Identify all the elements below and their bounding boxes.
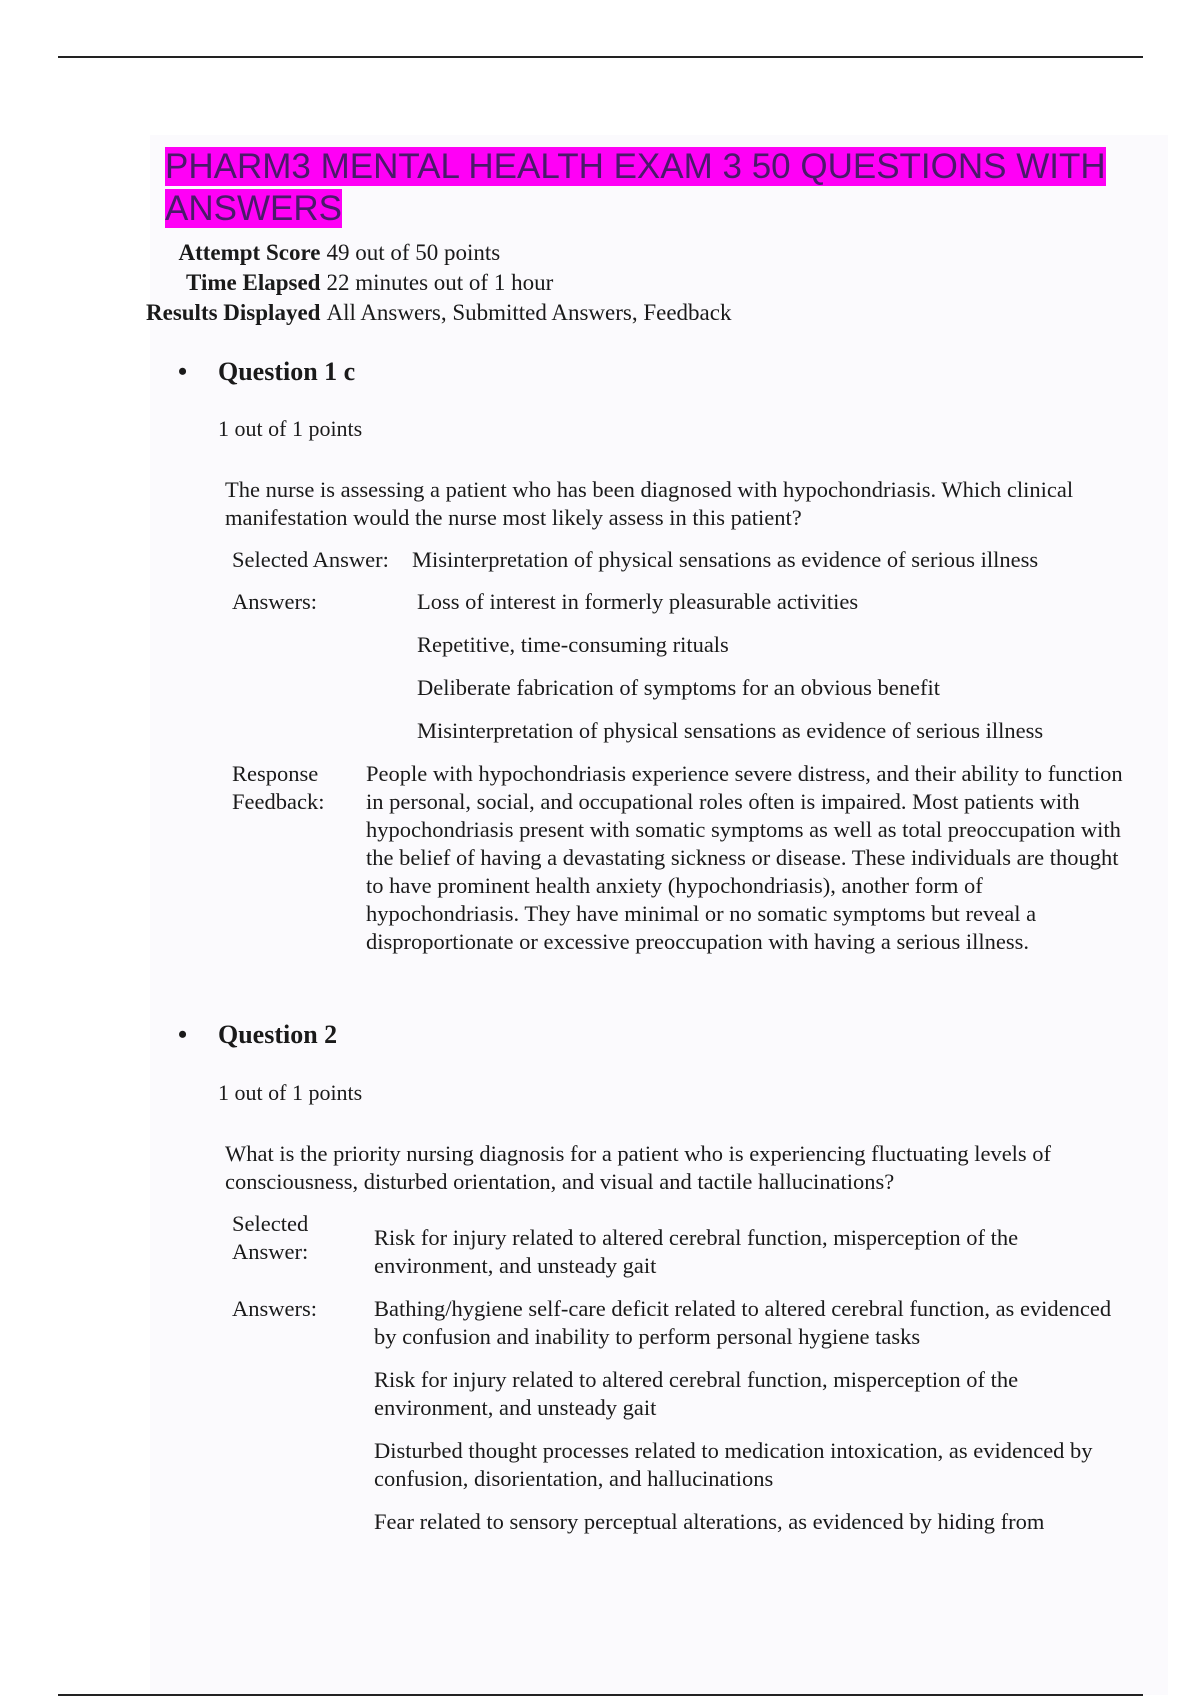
question-2-prompt: What is the priority nursing diagnosis for a patient who is experiencing fluctuating levels of consciousness, disturbed orientation, and visual and tactile hallucinations? [225,1141,1052,1194]
question-1-heading [178,357,355,387]
bullet-icon: • [178,1020,188,1049]
summary-key: Time Elapsed [186,270,321,295]
selected-label-line-1: Selected [232,1211,309,1236]
selected-answer-label [232,1210,308,1266]
title-line-2: ANSWERS [165,189,342,228]
summary-row [146,238,737,268]
bottom-rule [58,1694,1143,1696]
answer-option: Fear related to sensory perceptual alterations, as evidenced by hiding from [374,1509,1045,1534]
selected-answer-label: Selected Answer: [232,547,389,572]
summary-value: All Answers, Submitted Answers, Feedback [326,300,732,325]
question-2-points: 1 out of 1 points [218,1080,363,1105]
summary-row [146,298,737,328]
feedback-label-line-1: Response [232,761,319,786]
summary-key: Attempt Score [178,240,321,265]
answers-label: Answers: [232,1296,317,1321]
question-2-heading [178,1020,337,1050]
summary-value: 22 minutes out of 1 hour [326,270,554,295]
selected-answer: Risk for injury related to altered cerebral function, misperception of the environment, and unsteady gait [374,1225,1019,1278]
answer-option: Misinterpretation of physical sensations as evidence of serious illness [417,718,1044,743]
answer-option: Repetitive, time-consuming rituals [417,632,729,657]
response-feedback: People with hypochondriasis experience severe distress, and their ability to function in personal, social, and occupational roles often is impaired. Most patients with hypochondriasis present with somatic symptoms as well as total preoccupation with the belief of having a devastating sickness or disease. These individuals are thought to have prominent health anxiety (hypochondriasis), another form of hypochondriasis. They have minimal or no somatic symptoms but reveal a disproportionate or excessive preoccupation with having a serious illness. [366,761,1123,954]
attempt-summary [146,238,737,328]
document-title [165,146,1165,230]
summary-value: 49 out of 50 points [326,240,501,265]
feedback-label-line-2: Feedback: [232,789,325,814]
selected-answer: Misinterpretation of physical sensations as evidence of serious illness [412,547,1039,572]
summary-row [146,268,737,298]
bullet-icon: • [178,357,188,386]
answer-option: Bathing/hygiene self-care deficit related to altered cerebral function, as evidenced by confusion and inability to perform personal hygiene tasks [374,1296,1112,1349]
answers-label: Answers: [232,589,317,614]
answer-option: Risk for injury related to altered cerebral function, misperception of the environment, and unsteady gait [374,1367,1019,1420]
question-1-points: 1 out of 1 points [218,416,363,441]
answer-option: Disturbed thought processes related to medication intoxication, as evidenced by confusion, disorientation, and hallucinations [374,1438,1093,1491]
summary-key: Results Displayed [146,300,321,325]
answer-option: Loss of interest in formerly pleasurable activities [417,589,859,614]
question-1-title: Question 1 c [218,357,356,386]
feedback-label [232,760,324,816]
title-line-1: PHARM3 MENTAL HEALTH EXAM 3 50 QUESTIONS WITH [165,147,1106,186]
selected-label-line-2: Answer: [232,1239,309,1264]
question-1-prompt: The nurse is assessing a patient who has been diagnosed with hypochondriasis. Which clinical manifestation would the nurse most likely assess in this patient? [225,477,1074,530]
answer-option: Deliberate fabrication of symptoms for an obvious benefit [417,675,940,700]
top-rule [58,56,1143,58]
question-2-title: Question 2 [218,1020,338,1049]
